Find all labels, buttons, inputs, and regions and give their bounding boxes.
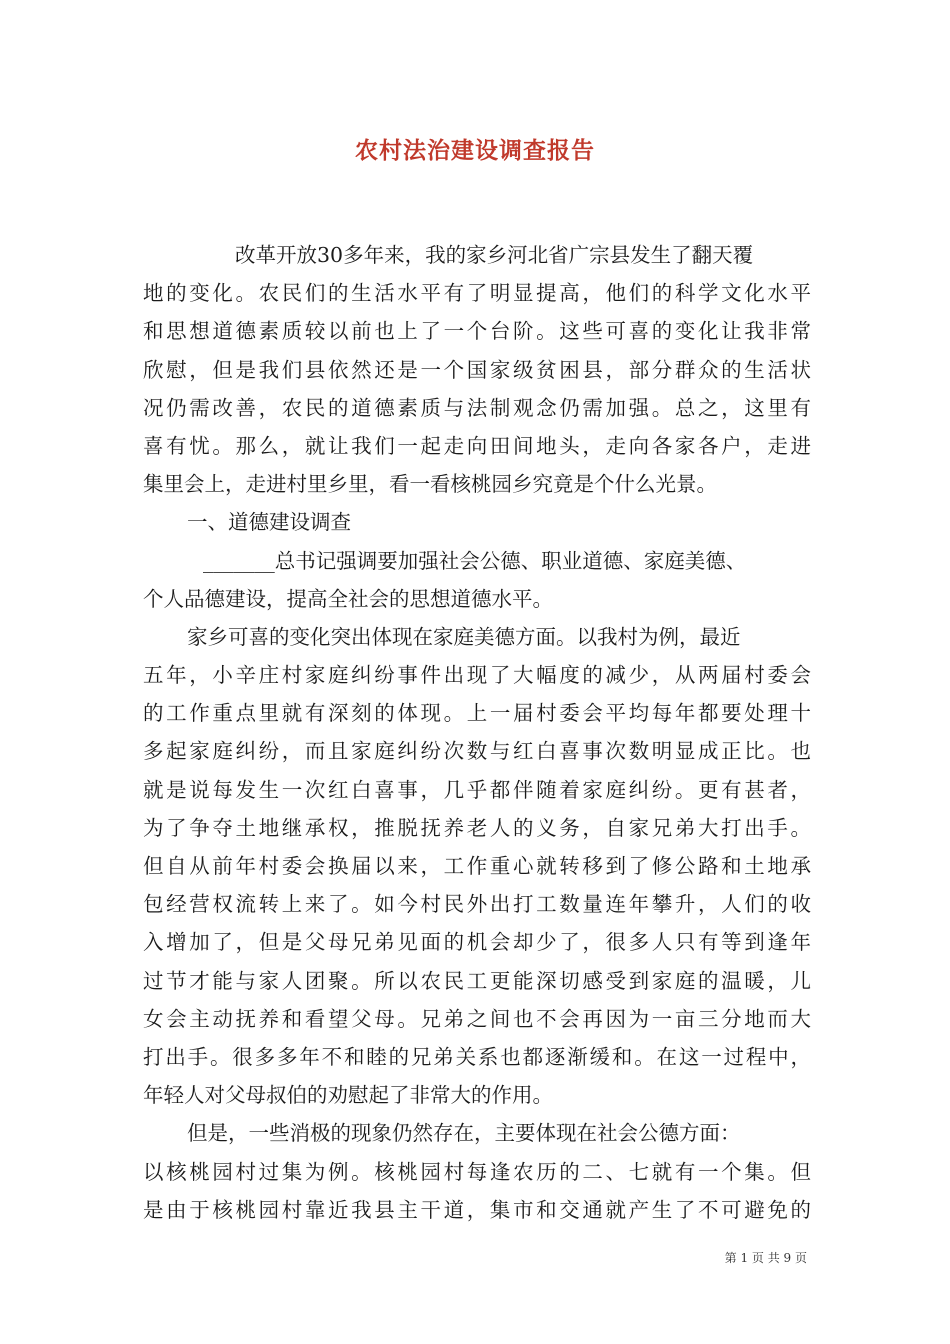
paragraph-line: 个人品德建设，提高全社会的思想道德水平。 [143,586,553,611]
paragraph-line: 但自从前年村委会换届以来，工作重心就转移到了修公路和土地承 [143,854,811,878]
paragraph-line: 包经营权流转上来了。如今村民外出打工数量连年攀升，人们的收 [143,892,811,917]
paragraph-line: 是由于核桃园村靠近我县主干道，集市和交通就产生了不可避免的 [143,1197,811,1222]
paragraph-line: 改革开放30多年来，我的家乡河北省广宗县发生了翻天覆 [235,243,754,267]
paragraph-line: 集里会上，走进村里乡里，看一看核桃园乡究竟是个什么光景。 [143,472,717,497]
paragraph-line: 的工作重点里就有深刻的体现。上一届村委会平均每年都要处理十 [143,701,811,726]
document-title: 农村法治建设调查报告 [355,137,595,164]
paragraph-line: 和思想道德素质较以前也上了一个台阶。这些可喜的变化让我非常 [143,319,811,344]
paragraph-line: 欣慰，但是我们县依然还是一个国家级贫困县，部分群众的生活状 [143,357,811,382]
paragraph-line: 过节才能与家人团聚。所以农民工更能深切感受到家庭的温暖，儿 [143,968,811,993]
paragraph-line: 况仍需改善，农民的道德素质与法制观念仍需加强。总之，这里有 [143,395,811,420]
document-body [143,236,811,1229]
paragraph-line: 以核桃园村过集为例。核桃园村每逢农历的二、七就有一个集。但 [143,1159,811,1184]
paragraph-line: 但是，一些消极的现象仍然存在，主要体现在社会公德方面： [187,1121,741,1146]
page-number: 第 1 页 共 9 页 [724,1251,807,1265]
paragraph-line: 入增加了，但是父母兄弟见面的机会却少了，很多人只有等到逢年 [143,930,811,955]
paragraph-line: 为了争夺土地继承权，推脱抚养老人的义务，自家兄弟大打出手。 [143,815,811,840]
paragraph-line: 地的变化。农民们的生活水平有了明显提高，他们的科学文化水平 [143,281,811,306]
section-heading: 一、道德建设调查 [187,510,351,535]
paragraph-line: 女会主动抚养和看望父母。兄弟之间也不会再因为一亩三分地而大 [143,1006,811,1031]
paragraph-line: 五年，小辛庄村家庭纠纷事件出现了大幅度的减少，从两届村委会 [143,663,811,688]
paragraph-line: 年轻人对父母叔伯的劝慰起了非常大的作用。 [143,1083,553,1108]
paragraph-line: 喜有忧。那么，就让我们一起走向田间地头，走向各家各户，走进 [143,433,811,458]
paragraph-line: 家乡可喜的变化突出体现在家庭美德方面。以我村为例，最近 [187,624,741,649]
paragraph-line: _______总书记强调要加强社会公德、职业道德、家庭美德、 [203,548,747,573]
paragraph-line: 多起家庭纠纷，而且家庭纠纷次数与红白喜事次数明显成正比。也 [143,739,811,764]
paragraph-line: 打出手。很多多年不和睦的兄弟关系也都逐渐缓和。在这一过程中， [143,1044,811,1069]
paragraph-line: 就是说每发生一次红白喜事，几乎都伴随着家庭纠纷。更有甚者， [143,777,811,802]
